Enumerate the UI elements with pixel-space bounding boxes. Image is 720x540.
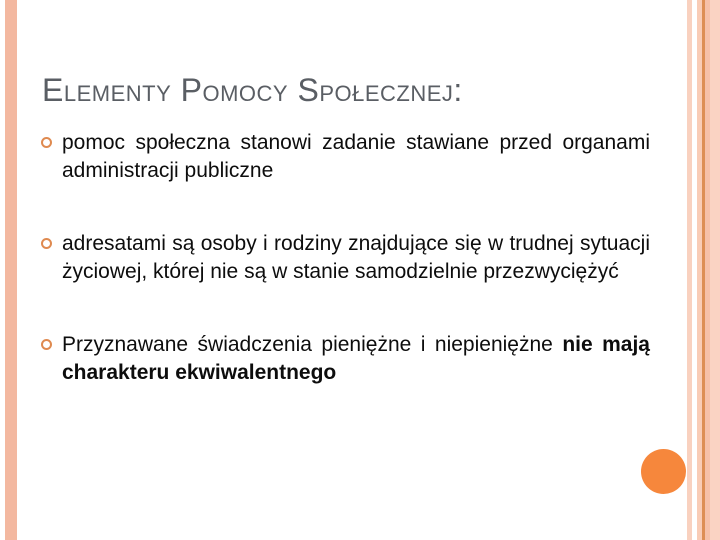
bullet-text-3-bold: nie mają charakteru ekwiwalentnego [62,333,650,384]
bullet-ring-icon [41,339,52,350]
slide-title: Elementy Pomocy Społecznej: [42,72,463,108]
bullet-text-1: pomoc społeczna stanowi zadanie stawiane przed organami administracji publiczne [62,131,650,182]
bullet-text-2: adresatami są osoby i rodziny znajdujące się w trudnej sytuacji życiowej, której nie są w stanie samodzielnie przezwyciężyć [62,232,650,283]
bullet-list [62,129,650,387]
bullet-item-2 [62,230,650,286]
left-accent-bar [5,0,17,540]
right-stripe-4 [710,0,720,540]
decorative-circle [641,449,686,494]
bullet-ring-icon [41,137,52,148]
bullet-ring-icon [41,238,52,249]
bullet-text-3: Przyznawane świadczenia pieniężne i niepieniężne [62,333,563,356]
right-stripe-1 [687,0,692,540]
bullet-item-1 [62,129,650,185]
bullet-item-3 [62,331,650,387]
